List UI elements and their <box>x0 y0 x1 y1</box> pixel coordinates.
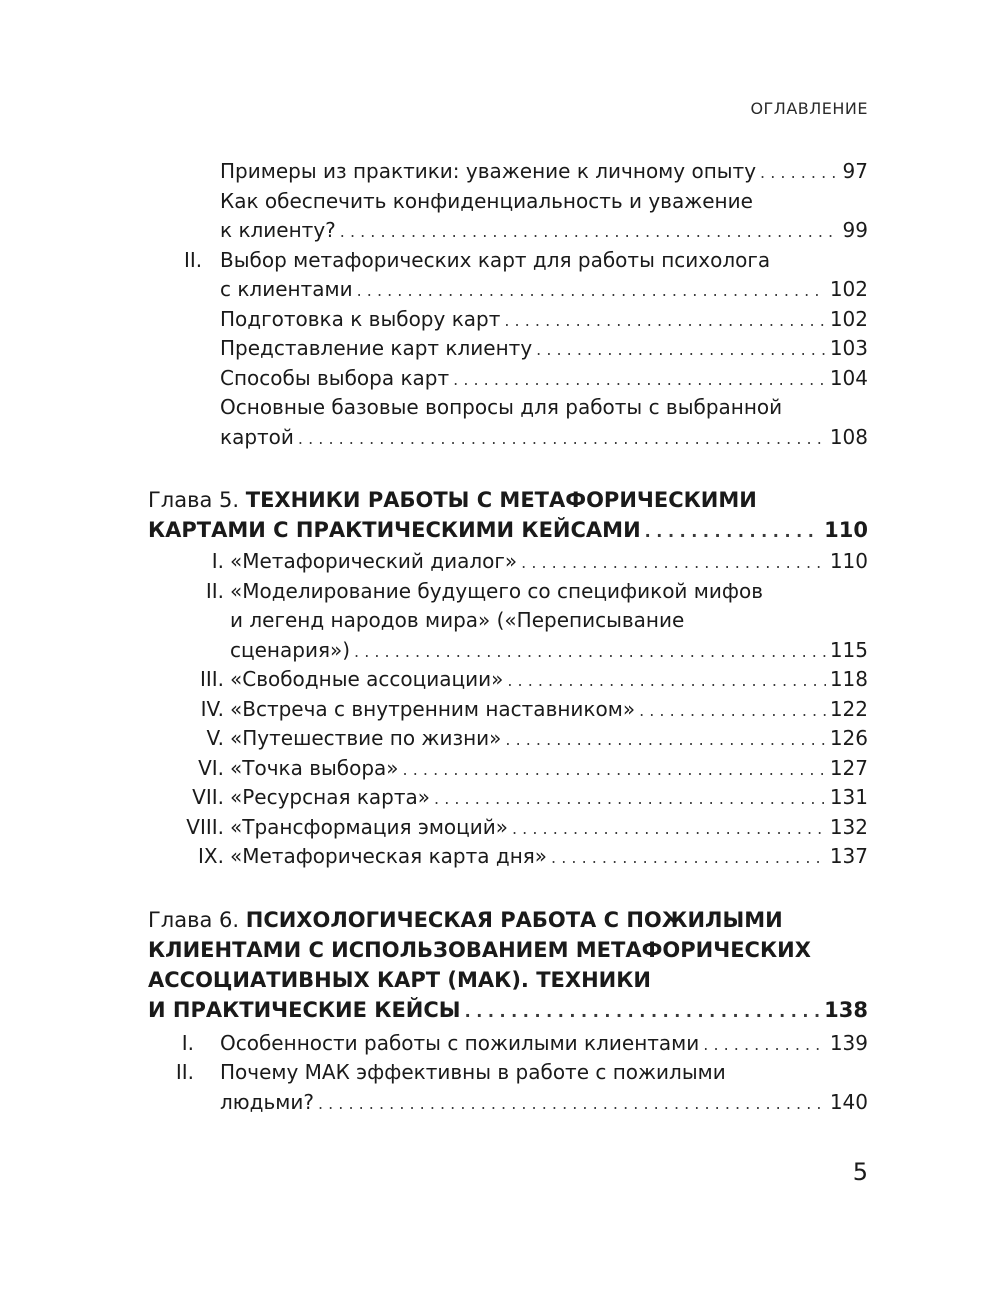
entry-page: 104 <box>829 365 868 390</box>
leader-dots <box>357 276 826 306</box>
entry-roman: II. <box>184 247 203 272</box>
chapter-6-title-line-1[interactable] <box>148 905 868 935</box>
entry-page: 103 <box>829 336 868 360</box>
leader-dots <box>703 1030 826 1060</box>
chapter-6 <box>148 905 868 1118</box>
entry-roman: IX. <box>198 844 224 868</box>
toc-entry[interactable] <box>148 423 868 453</box>
toc-entry[interactable] <box>148 842 868 872</box>
entry-title: сценария») <box>230 637 351 662</box>
chapter-title: АССОЦИАТИВНЫХ КАРТ (МАК). ТЕХНИКИ <box>148 967 651 992</box>
chapter-5-items <box>148 547 868 872</box>
chapter-6-title-line-2[interactable] <box>148 935 868 965</box>
entry-page: 108 <box>829 424 868 449</box>
toc-entry[interactable] <box>148 1088 868 1118</box>
toc-entry[interactable] <box>148 754 868 784</box>
entry-title: Выбор метафорических карт для работы психолога <box>220 247 771 272</box>
toc-entry-line <box>148 1058 868 1088</box>
entry-title: «Свободные ассоциации» <box>230 667 504 691</box>
entry-page: 122 <box>829 696 868 721</box>
entry-title: «Встреча с внутренним наставником» <box>230 696 636 721</box>
chapter-6-title-line-4[interactable] <box>148 995 868 1025</box>
toc-entry-line <box>148 606 868 636</box>
toc-entry[interactable] <box>148 1029 868 1059</box>
entry-page: 102 <box>829 306 868 331</box>
leader-dots <box>639 696 826 726</box>
toc-entry-line <box>148 246 868 276</box>
entry-roman: I. <box>181 1030 194 1055</box>
entry-page: 140 <box>829 1089 868 1114</box>
entry-roman: I. <box>211 549 224 573</box>
leader-dots <box>645 517 821 547</box>
toc-entry[interactable] <box>148 216 868 246</box>
entry-roman: VI. <box>198 755 224 780</box>
entry-title: Особенности работы с пожилыми клиентами <box>220 1030 700 1055</box>
entry-title: Основные базовые вопросы для работы с выбранной <box>220 395 783 419</box>
entry-page: 115 <box>829 637 868 662</box>
entry-title: с клиентами <box>220 277 353 301</box>
entry-title: картой <box>220 424 294 449</box>
chapter-title: И ПРАКТИЧЕСКИЕ КЕЙСЫ <box>148 997 461 1022</box>
toc-entry[interactable] <box>148 275 868 305</box>
entry-title: «Метафорическая карта дня» <box>230 844 548 868</box>
entry-roman: II. <box>175 1060 194 1084</box>
chapter-5-title-line-2[interactable] <box>148 515 868 545</box>
entry-title: «Трансформация эмоций» <box>230 814 508 839</box>
toc-entry-line <box>148 577 868 607</box>
toc-entry[interactable] <box>148 547 868 577</box>
entry-title: Как обеспечить конфиденциальность и уважение <box>220 188 753 213</box>
toc-entry-line <box>148 187 868 217</box>
toc-entry[interactable] <box>148 305 868 335</box>
entry-title: «Путешествие по жизни» <box>230 726 502 750</box>
leader-dots <box>551 843 826 873</box>
entry-page: 131 <box>829 785 868 809</box>
chapter-5-title-line-1[interactable] <box>148 485 868 515</box>
chapter-page: 138 <box>824 997 868 1022</box>
entry-page: 126 <box>829 726 868 750</box>
entry-title: Способы выбора карт <box>220 365 450 390</box>
chapter-5 <box>148 485 868 872</box>
entry-title: «Моделирование будущего со спецификой мифов <box>230 578 763 603</box>
entry-title: к клиенту? <box>220 218 336 242</box>
leader-dots <box>298 424 826 454</box>
toc-entry-line <box>148 393 868 423</box>
toc-entry[interactable] <box>148 157 868 187</box>
entry-page: 102 <box>829 277 868 301</box>
entry-page: 97 <box>842 159 868 183</box>
entry-page: 99 <box>842 218 868 242</box>
entry-page: 118 <box>829 667 868 691</box>
entry-title: «Точка выбора» <box>230 755 399 780</box>
leader-dots <box>403 755 826 785</box>
leader-dots <box>536 335 826 365</box>
toc-entry[interactable] <box>148 724 868 754</box>
running-header: ОГЛАВЛЕНИЕ <box>750 99 868 118</box>
entry-roman: II. <box>205 578 224 603</box>
entry-title: Представление карт клиенту <box>220 336 533 360</box>
entry-page: 139 <box>829 1030 868 1055</box>
toc-entry[interactable] <box>148 695 868 725</box>
entry-title: «Ресурсная карта» <box>230 785 431 809</box>
leader-dots <box>453 365 826 395</box>
toc-entry[interactable] <box>148 334 868 364</box>
chapter-title: ПСИХОЛОГИЧЕСКАЯ РАБОТА С ПОЖИЛЫМИ <box>245 907 783 932</box>
entry-title: Примеры из практики: уважение к личному опыту <box>220 159 757 183</box>
table-of-contents <box>148 157 868 1117</box>
chapter-6-items <box>148 1029 868 1118</box>
chapter-page: 110 <box>824 518 868 542</box>
entry-roman: VII. <box>192 785 224 809</box>
entry-title: Подготовка к выбору карт <box>220 306 501 331</box>
leader-dots <box>318 1089 826 1119</box>
chapter-title: КЛИЕНТАМИ С ИСПОЛЬЗОВАНИЕМ МЕТАФОРИЧЕСКИХ <box>148 937 811 962</box>
chapter-6-title-line-3[interactable] <box>148 965 868 995</box>
leader-dots <box>465 997 821 1027</box>
leader-dots <box>760 158 839 188</box>
entry-title: и легенд народов мира» («Переписывание <box>230 608 685 632</box>
chapter-label: Глава 5. <box>148 488 240 512</box>
toc-entry[interactable] <box>148 636 868 666</box>
entry-roman: VIII. <box>186 814 224 839</box>
entry-roman: IV. <box>200 696 224 721</box>
entry-roman: V. <box>206 726 224 750</box>
toc-entry[interactable] <box>148 665 868 695</box>
toc-entry[interactable] <box>148 813 868 843</box>
leader-dots <box>434 784 826 814</box>
leader-dots <box>354 637 826 667</box>
chapter-label: Глава 6. <box>148 907 240 932</box>
chapter-title: ТЕХНИКИ РАБОТЫ С МЕТАФОРИЧЕСКИМИ <box>245 488 757 512</box>
leader-dots <box>512 814 826 844</box>
leader-dots <box>521 548 826 578</box>
entry-title: «Метафорический диалог» <box>230 549 518 573</box>
entry-page: 127 <box>829 755 868 780</box>
leader-dots <box>504 306 825 336</box>
leader-dots <box>507 666 825 696</box>
entry-roman: III. <box>199 667 224 691</box>
page-number: 5 <box>852 1158 868 1186</box>
toc-entry[interactable] <box>148 364 868 394</box>
entry-page: 137 <box>829 844 868 868</box>
entry-page: 110 <box>829 549 868 573</box>
entry-page: 132 <box>829 814 868 839</box>
leader-dots <box>340 217 839 247</box>
entry-title: людьми? <box>220 1089 314 1114</box>
chapter-title: КАРТАМИ С ПРАКТИЧЕСКИМИ КЕЙСАМИ <box>148 518 641 542</box>
leader-dots <box>505 725 825 755</box>
toc-entry[interactable] <box>148 783 868 813</box>
entry-title: Почему МАК эффективны в работе с пожилыми <box>220 1060 726 1084</box>
toc-block-1 <box>148 157 868 452</box>
